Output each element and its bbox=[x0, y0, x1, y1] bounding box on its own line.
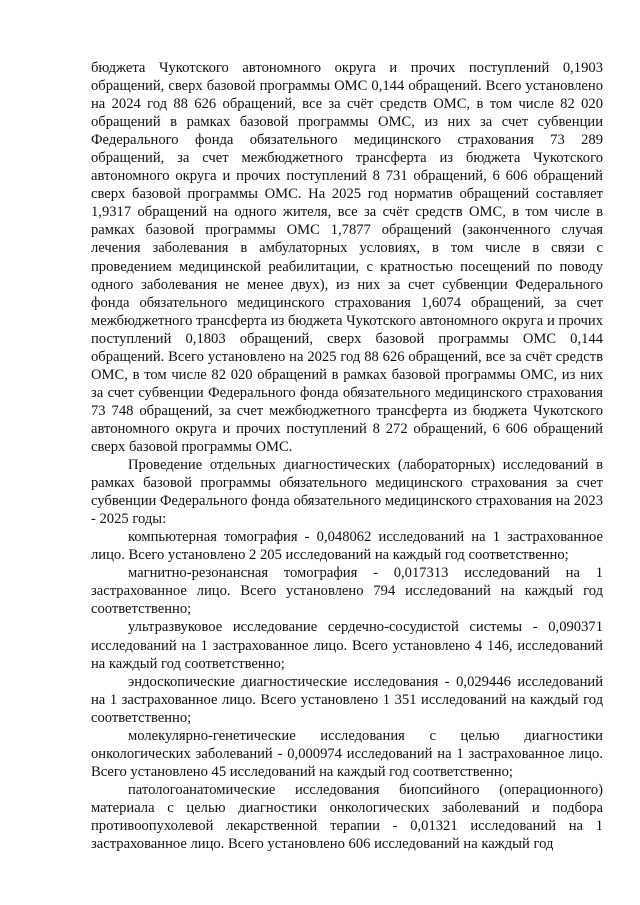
paragraph-computed-tomography: компьютерная томография - 0,048062 исследований на 1 застрахованное лицо. Всего установлено 2 205 исследований на каждый год соответственно; bbox=[91, 529, 603, 564]
paragraph-ambulatory-visits-continuation: бюджета Чукотского автономного округа и прочих поступлений 0,1903 обращений, сверх базовой программы ОМС 0,144 обращений. Всего установлено на 2024 год 88 626 обращений, все за счёт средств ОМС, в том числе 82 020 обращений в рамках базовой программы ОМС, из них за счет субвенции Федерального фонда обязательного медицинского страхования 73 289 обращений, за счет межбюджетного трансферта из бюджета Чукотского автономного округа и прочих поступлений 8 731 обращений, 6 606 обращений сверх базовой программы ОМС. На 2025 год норматив обращений составляет 1,9317 обращений на одного жителя, все за счёт средств ОМС, в том числе в рамках базовой программы ОМС 1,7877 обращений (законченного случая лечения заболевания в амбулаторных условиях, в том числе в связи с проведением медицинской реабилитации, с кратностью посещений по поводу одного заболевания не менее двух), из них за счет субвенции Федерального фонда обязательного медицинского страхования 1,6074 обращений, за счет межбюджетного трансферта из бюджета Чукотского автономного округа и прочих поступлений 0,1803 обращений, сверх базовой программы ОМС 0,144 обращений. Всего установлено на 2025 год 88 626 обращений, все за счёт средств ОМС, в том числе 82 020 обращений в рамках базовой программы ОМС, из них за счет субвенции Федерального фонда обязательного медицинского страхования 73 748 обращений, за счет межбюджетного трансферта из бюджета Чукотского автономного округа и прочих поступлений 8 272 обращений, 6 606 обращений сверх базовой программы ОМС. bbox=[91, 60, 603, 455]
paragraph-endoscopic-studies: эндоскопические диагностические исследования - 0,029446 исследований на 1 застрахованное лицо. Всего установлено 1 351 исследований на каждый год соответственно; bbox=[91, 673, 603, 726]
paragraph-cardiac-ultrasound: ультразвуковое исследование сердечно-сосудистой системы - 0,090371 исследований на 1 застрахованное лицо. Всего установлено 4 146, исследований на каждый год соответственно; bbox=[91, 619, 603, 672]
paragraph-pathology-studies: патологоанатомические исследования биопсийного (операционного) материала с целью диагностики онкологических заболеваний и подбора противоопухолевой лекарственной терапии - 0,01321 исследований на 1 застрахованное лицо. Всего установлено 606 исследований на каждый год bbox=[91, 781, 603, 853]
document-body bbox=[91, 59, 603, 853]
paragraph-diagnostic-studies-intro: Проведение отдельных диагностических (лабораторных) исследований в рамках базовой программы обязательного медицинского страхования за счет субвенции Федерального фонда обязательного медицинского страхования на 2023 - 2025 годы: bbox=[91, 457, 603, 528]
paragraph-molecular-genetic-studies: молекулярно-генетические исследования с целью диагностики онкологических заболеваний - 0,000974 исследований на 1 застрахованное лицо. Всего установлено 45 исследований на каждый год соответственно; bbox=[91, 727, 603, 780]
paragraph-mri: магнитно-резонансная томография - 0,017313 исследований на 1 застрахованное лицо. Всего установлено 794 исследований на каждый год соответственно; bbox=[91, 565, 603, 618]
